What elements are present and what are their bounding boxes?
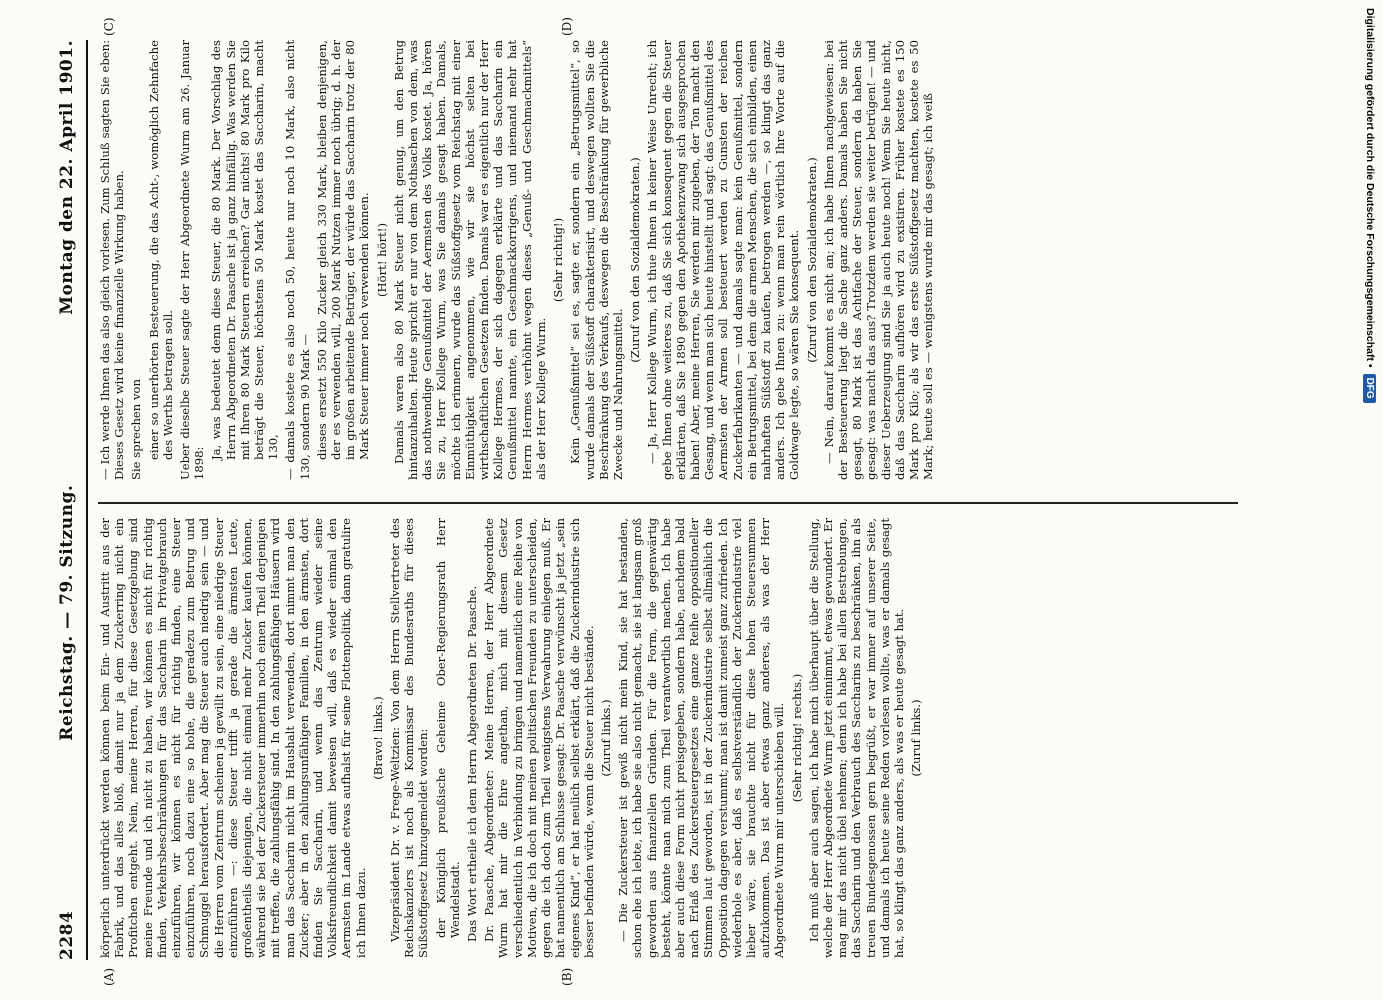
session-date: Montag den 22. April 1901. (57, 40, 77, 315)
paragraph: — Ich werde Ihnen das also gleich vorlesen. Zum Schluß sagten Sie eben: Dieses Gesetz wird keine finanzielle Wirkung haben. (98, 40, 127, 480)
right-text-column (98, 40, 938, 480)
session-title: Reichstag. — 79. Sitzung. (57, 484, 77, 741)
paragraph: (Zuruf links.) (909, 699, 924, 777)
margin-letter-b: (B) (560, 967, 574, 986)
paragraph: Dr. Paasche, Abgeordneter: Meine Herren, der Herr Abgeordnete Wurm hat mir die Ehre angethan, mich mit diesem Gesetz verschiedentlich in Verbindung zu bringen und namentlich eine Reihe von Motiven, die ich doch mit meinen politischen Freunden zu unterscheiden, gegen die ich doch zum Theil wenigstens Verwahrung einlegen muß. Er hat namentlich am Schlusse gesagt: Dr. Paasche verwünscht ja jetzt „sein eigenes Kind“, er hat neulich selbst erklärt, daß die Zuckerindustrie sich besser befinden würde, wenn die Steuer nicht bestände. (482, 518, 596, 958)
paragraph: (Zuruf links.) (598, 699, 613, 777)
paragraph: — Ja, Herr Kollege Wurm, ich thue Ihnen in keiner Weise Unrecht; ich gebe Ihnen ohne weiteres zu, daß Sie sich konsequent gegen die Steuer erklärten, daß Sie 1890 gegen den Apothekenzwang sich ausgesprochen haben! Aber, meine Herren, Sie werden mir zugeben, der Ton macht den Gesang, und wenn man sich heute hinstellt und sagt: das Genußmittel des Aermsten der Armen soll besteuert werden zu Gunsten der reichen Zuckerfabrikanten — und damals sagte man: kein Genußmittel, sondern ein Betrugsmittel, bei dem die armen Menschen, die sich einbilden, einen nahrhaften Süßstoff zu kaufen, betrogen werden —, so klingt das ganz anders. Ich gebe Ihnen zu: wenn man rein wörtlich Ihre Worte auf die Goldwage legte, so wären Sie konsequent. (645, 40, 802, 480)
column-divider (98, 503, 1238, 505)
paragraph: (Zuruf von den Sozialdemokraten.) (628, 157, 643, 363)
paragraph: körperlich unterdrückt werden können beim Ein- und Austritt aus der Fabrik, und das alles bloß, damit nur ja dem Zuckerring nicht ein Profitchen entgeht. Nein, meine Herren, für diese Gesetzgebung sind meine Freunde und ich nicht zu haben, wir können es nicht für richtig finden, Verkehrsbeschränkungen für das Saccharin im Privatgebrauch einzuführen, wir können es nicht für richtig finden, eine Steuer einzuführen, noch dazu eine so hohe, die geradezu zum Betrug und Schmuggel herausfordert. Aber mag die Steuer auch niedrig sein — und die Herren vom Zentrum scheinen ja gewillt zu sein, eine niedrige Steuer einzuführen —: diese Steuer trifft ja gerade die ärmsten Leute, großentheils diejenigen, die nicht einmal mehr Zucker kaufen können, während sie bei der Zuckersteuer immerhin noch einen Theil derjenigen mit treffen, die zahlungsfähig sind. In den zahlungsfähigen Häusern wird man das Saccharin nicht im Haushalt verwenden, dort nimmt man den Zucker; aber in den zahlungsunfähigen Familien, in den ärmsten, dort finden Sie Saccharin, und wenn das Zentrum wieder seine Volksfreundlichkeit damit beweisen will, daß es wieder einmal den Aermsten im Lande etwas aufhalst für seine Flottenpolitik, dann gratulire ich Ihnen dazu. (98, 518, 368, 958)
paragraph: Ja, was bedeutet denn diese Steuer, die 80 Mark. Der Vorschlag des Herrn Abgeordneten Dr. Paasche ist ja ganz hinfällig. Was werden Sie mit Ihren 80 Mark Steuern erreichen? Gar nichts! 80 Mark pro Kilo beträgt die Steuer, höchstens 50 Mark kostet das Saccharin, macht 130, (209, 40, 281, 460)
paragraph: Das Wort ertheile ich dem Herrn Abgeordneten Dr. Paasche. (465, 585, 480, 942)
paragraph: Sie sprechen von (129, 379, 144, 480)
paragraph: — damals kostete es also noch 50, heute nur noch 10 Mark, also nicht 130, sondern 90 Mark — (283, 40, 312, 480)
paragraph: — Die Zuckersteuer ist gewiß nicht mein Kind, sie hat bestanden, schon ehe ich lebte, ich habe sie also nicht gemacht, sie ist langsam groß geworden aus finanziellen Gründen. Für die Form, die gegenwärtig besteht, könnte man mich zum Theil verantwortlich machen. Ich habe aber auch diese Form nicht preisgegeben, sondern habe, nachdem bald nach Erlaß des Zuckersteuergesetzes eine ganze Reihe oppositioneller Stimmen laut geworden, ist in der Zuckerindustrie selbst allmählich die Opposition dagegen verstummt; man ist damit zumeist ganz zufrieden. Ich wiederhole es aber, daß es selbstverständlich der Zuckerindustrie viel lieber wäre, sie brauchte nicht für diese hohen Steuersummen aufzukommen. Das ist aber etwas ganz anderes, als was der Herr Abgeordnete Wurm mir unterschieben will. (616, 518, 787, 958)
paragraph: (Bravo! links.) (370, 696, 385, 780)
paragraph: — Nein, darauf kommt es nicht an; ich habe Ihnen nachgewiesen: bei der Besteuerung liegt die Sache ganz anders. Damals haben Sie nicht gesagt, 80 Mark ist das Achtfache der Steuer, sondern da haben Sie gesagt: was macht das aus? Trotzdem werden sie weiter betrügen! — und dieser Ueberzeugung sind Sie ja auch heute noch! Wenn Sie heute nicht, daß das Saccharin aufhören wird zu existiren. Früher kostete es 150 Mark pro Kilo; als wir das erste Süßstoffgesetz machten, kostete es 50 Mark; heute soll es — wenigstens wurde mir das gesagt; ich weiß (821, 40, 936, 480)
paragraph: (Sehr richtig! rechts.) (789, 673, 804, 803)
digitization-credit-strip (1356, 0, 1383, 1000)
margin-letter-a: (A) (102, 967, 116, 986)
left-text-column (98, 518, 926, 958)
dfg-logo: DFG (1364, 374, 1377, 403)
paragraph: (Sehr richtig!) (551, 217, 566, 303)
paragraph: Ich muß aber auch sagen, ich habe mich überhaupt über die Stellung, welche der Herr Abgeordnete Wurm jetzt einnimmt, etwas gewundert. Er mag mir das nicht übel nehmen; denn ich habe bei allen Bestrebungen, das Saccharin und den Verbrauch des Saccharins zu beschränken, ihn als treuen Bundesgenossen gern begrüßt, er war immer auf unserer Seite, und damals ich heute seine Reden vorlesen wollte, was er damals gesagt hat, so klingt das ganz anders, als was er heute gesagt hat. (806, 518, 906, 958)
paragraph: der Königlich preußische Geheime Ober-Regierungsrath Herr Wendelstadt. (433, 518, 462, 938)
paragraph: einer so unerhörten Besteuerung, die das Acht-, womöglich Zehnfache des Werths betragen soll. (146, 40, 175, 460)
paragraph: (Hört! hört!) (374, 223, 389, 297)
header-rule (86, 40, 88, 960)
paragraph: Kein „Genußmittel“ sei es, sagte er, sondern ein „Betrugsmittel“, so wurde damals der Süßstoff charakterisirt, und deswegen wollten Sie die Beschränkung des Verkaufs, deswegen die Beschränkung für gewerbliche Zwecke und Nahrungsmittel. (568, 40, 625, 480)
paragraph: Ueber dieselbe Steuer sagte der Herr Abgeordnete Wurm am 26. Januar 1898: (178, 40, 207, 480)
margin-letter-c: (C) (102, 17, 116, 36)
credit-text: Digitalisierung gefördert durch die Deutsche Forschungsgemeinschaft • (1364, 8, 1376, 368)
paragraph: (Zuruf von den Sozialdemokraten.) (804, 157, 819, 363)
paragraph: Vizepräsident Dr. v. Frege-Weltzien: Von dem Herrn Stellvertreter des Reichskanzlers ist noch als Kommissar des Bundesraths für dieses Süßstoffgesetz hinzugemeldet worden: (388, 518, 431, 958)
page-header (52, 40, 82, 960)
margin-letter-d: (D) (560, 17, 574, 36)
paragraph: dieses ersetzt 550 Kilo Zucker gleich 330 Mark, bleiben denjenigen, der es verwenden will, 200 Mark Nutzen immer noch übrig; d. h. der im großen arbeitende Betrüger, der würde das Saccharin trotz der 80 Mark Steuer immer noch verwenden können. (314, 40, 372, 460)
page-number: 2284 (57, 910, 77, 960)
paragraph: Damals waren also 80 Mark Steuer nicht genug, um den Betrug hintanzuhalten. Heute spricht er nur von dem Nothsachen von dem, was das nothwendige Genußmittel der Aermsten des Volks kostet. Ja, hören Sie zu, Herr Kollege Wurm, was Sie damals gesagt haben. Damals, möchte ich erinnern, wurde das Süßstoffgesetz vom Reichstag mit einer Einmüthigkeit angenommen, wie wir sie höchst selten bei wirthschaftlichen Gesetzen finden. Damals war es eigentlich nur der Herr Kollege Hermes, der sich dagegen erklärte und das Saccharin ein Genußmittel nannte, ein Geschmackkorrigens, und niemand mehr hat Herrn Hermes verhöhnt wegen dieses „Genuß- und Geschmackmittels“ als der Herr Kollege Wurm. (391, 40, 548, 480)
